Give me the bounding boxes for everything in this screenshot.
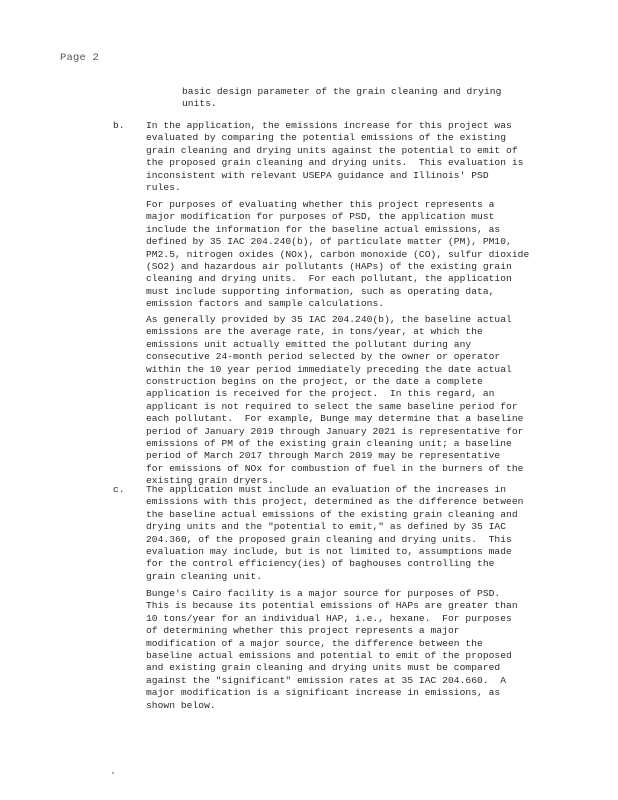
text-line: grain cleaning and drying units against the potential to emit of: [146, 144, 518, 156]
item-b-paragraph-3: [146, 314, 546, 488]
text-line: emission factors and sample calculations.: [146, 298, 385, 310]
item-b-paragraph-2: [146, 199, 546, 311]
text-line: against the "significant" emission rates at 35 IAC 204.660. A: [146, 674, 507, 686]
text-line: cleaning and drying units. For each pollutant, the application: [146, 273, 512, 285]
text-line: each pollutant. For example, Bunge may determine that a baseline: [146, 413, 524, 425]
text-line: 10 tons/year for an individual HAP, i.e., hexane. For purposes: [146, 612, 512, 624]
text-line: existing grain dryers.: [146, 475, 274, 487]
text-line: PM2.5, nitrogen oxides (NOx), carbon monoxide (CO), sulfur dioxide: [146, 248, 530, 260]
text-line: As generally provided by 35 IAC 204.240(b), the baseline actual: [146, 314, 512, 325]
item-c-marker: c.: [113, 484, 125, 495]
text-line: baseline actual emissions and potential to emit of the proposed: [146, 650, 512, 662]
text-line: evaluated by comparing the potential emissions of the existing: [146, 132, 507, 144]
text-line: application is received for the project. In this regard, an: [146, 388, 495, 400]
text-line: emissions of PM of the existing grain cleaning unit; a baseline: [146, 438, 512, 450]
text-line: 204.360, of the proposed grain cleaning and drying units. This: [146, 533, 512, 545]
text-line: units.: [182, 98, 217, 110]
text-line: must include supporting information, such as operating data,: [146, 285, 495, 297]
item-c-paragraph-2: [146, 588, 546, 712]
text-line: within the 10 year period immediately preceding the date actual: [146, 363, 512, 375]
text-line: defined by 35 IAC 204.240(b), of particulate matter (PM), PM10,: [146, 236, 512, 248]
text-line: The application must include an evaluation of the increases in: [146, 484, 507, 495]
text-line: the baseline actual emissions of the existing grain cleaning and: [146, 508, 518, 520]
item-b-paragraph-1: [146, 120, 546, 194]
text-line: period of March 2017 through March 2019 may be representative: [146, 450, 501, 462]
text-line: (SO2) and hazardous air pollutants (HAPs) of the existing grain: [146, 261, 512, 273]
continuation-text: [182, 86, 542, 111]
scan-speck: [112, 772, 114, 774]
text-line: grain cleaning unit.: [146, 570, 263, 582]
text-line: major modification is a significant increase in emissions, as: [146, 687, 501, 699]
text-line: evaluation may include, but is not limited to, assumptions made: [146, 546, 512, 558]
text-line: construction begins on the project, or the date a complete: [146, 376, 483, 388]
text-line: for emissions of NOx for combustion of fuel in the burners of the: [146, 462, 524, 474]
text-line: consecutive 24-month period selected by the owner or operator: [146, 351, 501, 363]
text-line: major modification for purposes of PSD, the application must: [146, 211, 495, 223]
text-line: emissions with this project, determined as the difference between: [146, 496, 524, 508]
text-line: This is because its potential emissions of HAPs are greater than: [146, 600, 518, 612]
text-line: In the application, the emissions increase for this project was: [146, 120, 512, 131]
text-line: drying units and the "potential to emit," as defined by 35 IAC: [146, 521, 507, 533]
text-line: shown below.: [146, 699, 216, 711]
text-line: applicant is not required to select the same baseline period for: [146, 400, 518, 412]
text-line: the proposed grain cleaning and drying units. This evaluation is: [146, 157, 524, 169]
text-line: for the control efficiency(ies) of baghouses controlling the: [146, 558, 495, 570]
text-line: basic design parameter of the grain cleaning and drying: [182, 86, 502, 97]
item-b-marker: b.: [113, 120, 125, 131]
text-line: and existing grain cleaning and drying units must be compared: [146, 662, 501, 674]
text-line: For purposes of evaluating whether this project represents a: [146, 199, 495, 210]
text-line: modification of a major source, the difference between the: [146, 637, 483, 649]
text-line: period of January 2019 through January 2021 is representative for: [146, 425, 524, 437]
text-line: emissions unit actually emitted the pollutant during any: [146, 338, 472, 350]
text-line: of determining whether this project represents a major: [146, 625, 460, 637]
text-line: inconsistent with relevant USEPA guidance and Illinois' PSD: [146, 169, 489, 181]
text-line: rules.: [146, 182, 181, 194]
page-number-label: Page 2: [60, 52, 100, 64]
text-line: include the information for the baseline actual emissions, as: [146, 223, 501, 235]
text-line: emissions are the average rate, in tons/year, at which the: [146, 326, 483, 338]
text-line: Bunge's Cairo facility is a major source for purposes of PSD.: [146, 588, 501, 599]
item-c-paragraph-1: [146, 484, 546, 583]
